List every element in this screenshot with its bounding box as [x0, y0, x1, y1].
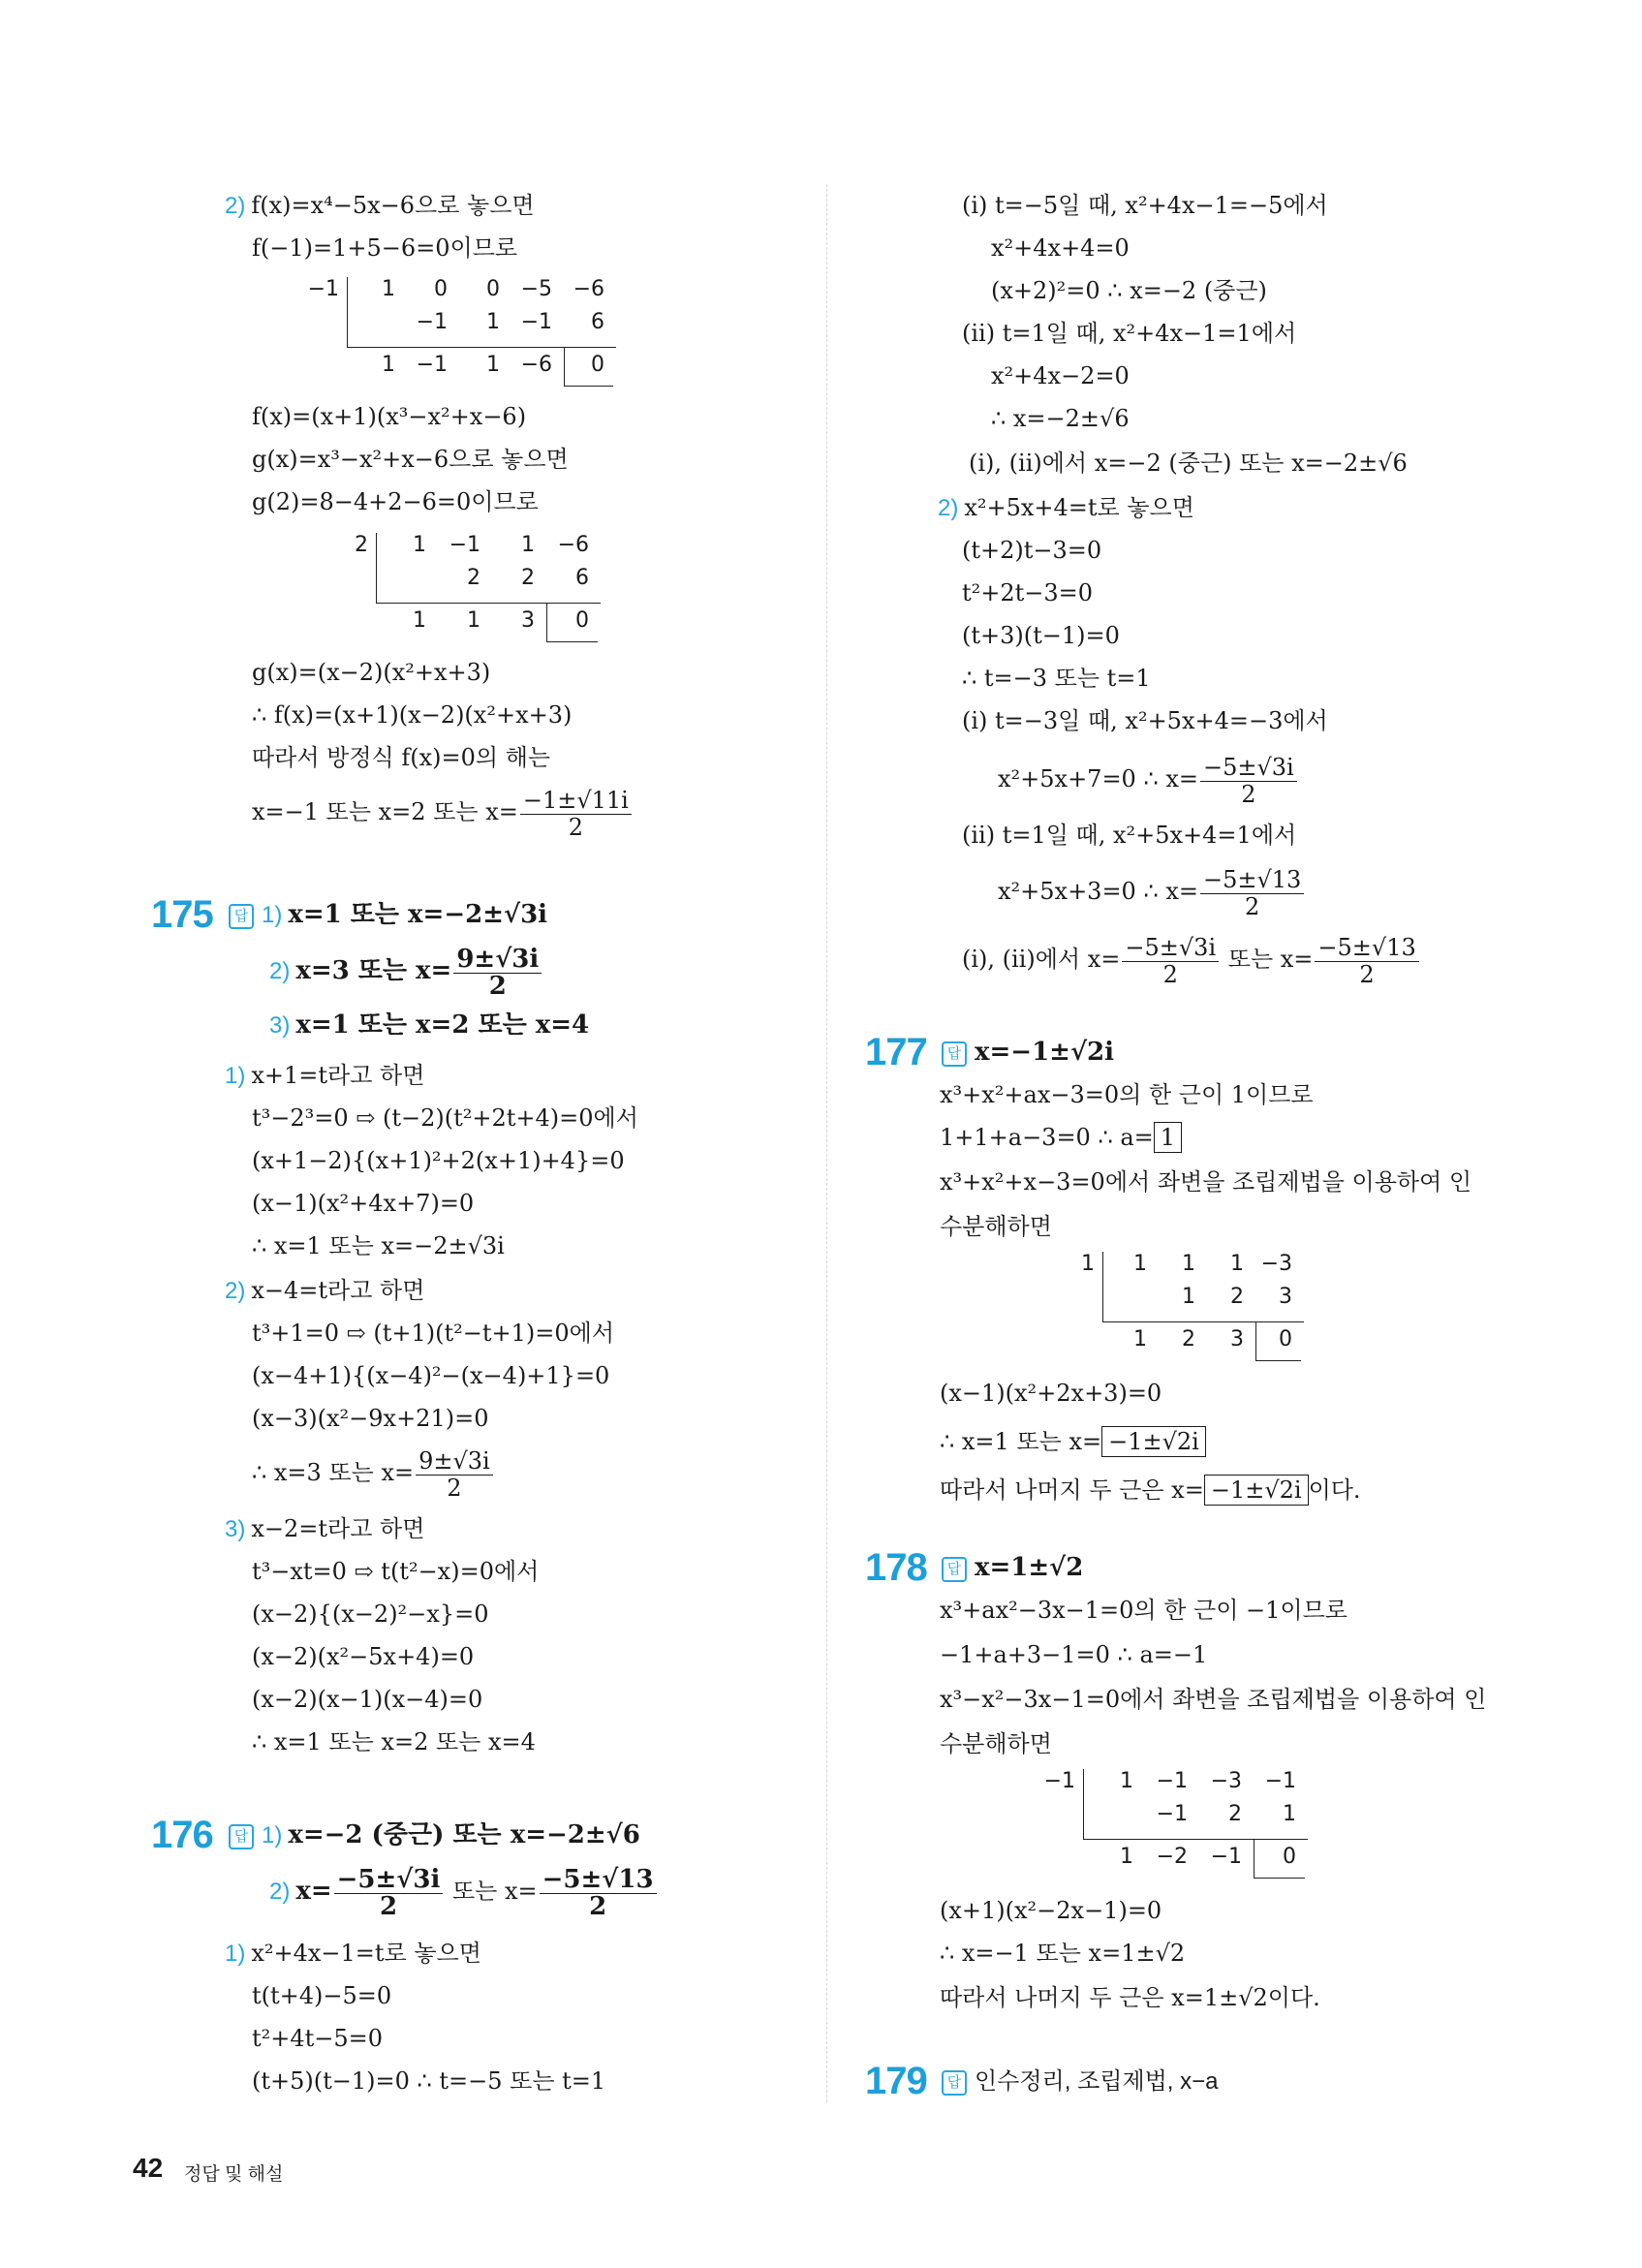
line: g(x)=x³−x²+x−6으로 놓으면	[252, 446, 569, 473]
text: 이다.	[1308, 1476, 1361, 1504]
divider-line	[347, 277, 348, 347]
numerator: −5±√13	[1200, 866, 1304, 894]
line: x²+4x−2=0	[991, 362, 1130, 389]
line: ∴ t=−3 또는 t=1	[962, 665, 1151, 692]
problem-number: 178	[865, 1546, 927, 1589]
cell: 1	[1120, 1845, 1133, 1869]
cell: −1	[1156, 1769, 1188, 1793]
cell: 1	[1133, 1327, 1147, 1351]
line: x³+x²+x−3=0에서 좌변을 조립제법을 이용하여 인	[940, 1168, 1472, 1196]
fraction	[1200, 866, 1304, 919]
cell: 3	[521, 608, 535, 633]
divider-line	[1083, 1769, 1084, 1839]
cell: 3	[1279, 1285, 1292, 1309]
answer-text: x=−1±√2i	[975, 1038, 1115, 1067]
denominator: 2	[447, 1475, 462, 1502]
answer-text: x=−2 (중근) 또는 x=−2±√6	[288, 1820, 640, 1849]
line: 따라서 나머지 두 근은 x=1±√2이다.	[940, 1984, 1320, 2011]
line: ∴ x=1 또는 x=2 또는 x=4	[252, 1728, 536, 1755]
denominator: 2	[589, 1892, 607, 1921]
cell: 0	[575, 608, 589, 633]
line: (t+5)(t−1)=0 ∴ t=−5 또는 t=1	[252, 2067, 606, 2095]
subpart-label: 3)	[225, 1516, 246, 1542]
remainder-box	[1255, 1321, 1301, 1361]
answer-text: x=	[295, 1877, 332, 1906]
line	[938, 492, 1194, 524]
line	[962, 934, 1421, 987]
line: x³+ax²−3x−1=0의 한 근이 −1이므로	[940, 1597, 1348, 1624]
subpart-label: 2)	[938, 495, 959, 521]
answer-text: x=1±√2	[975, 1553, 1084, 1582]
text: x+1=t라고 하면	[251, 1062, 425, 1089]
text: x²+5x+4=t로 놓으면	[964, 494, 1194, 521]
divisor: −1	[307, 277, 339, 301]
cell: 3	[1230, 1327, 1244, 1351]
line: ∴ f(x)=(x+1)(x−2)(x²+x+3)	[252, 701, 573, 729]
text: 따라서 나머지 두 근은 x=	[940, 1476, 1204, 1504]
fraction	[1315, 934, 1418, 987]
subpart-label: 2)	[269, 1879, 291, 1905]
denominator: 2	[568, 814, 583, 841]
line	[252, 787, 634, 840]
line: (x−4+1){(x−4)²−(x−4)+1}=0	[252, 1362, 610, 1389]
cell: 2	[1230, 1285, 1244, 1309]
divider-line	[376, 533, 377, 603]
line: t²+2t−3=0	[962, 579, 1094, 606]
cell: 2	[1228, 1802, 1242, 1826]
subpart-label: 2)	[225, 193, 246, 219]
line: 수분해하면	[940, 1213, 1052, 1240]
blank-box: −1±√2i	[1101, 1426, 1206, 1457]
blank-box: −1±√2i	[1204, 1475, 1309, 1506]
cell: 1	[1230, 1252, 1244, 1276]
problem-number: 179	[865, 2060, 927, 2102]
numerator: −1±√11i	[520, 787, 632, 815]
line	[225, 1275, 424, 1307]
cell: −1	[1156, 1802, 1188, 1826]
line: (x+1)(x²−2x−1)=0	[940, 1897, 1162, 1924]
line	[225, 1060, 424, 1092]
cell: 2	[1182, 1327, 1195, 1351]
answer-badge: 답	[942, 2070, 967, 2096]
denominator: 2	[1241, 781, 1256, 808]
line	[252, 1447, 495, 1501]
numerator: −5±√13	[1315, 934, 1418, 962]
cell: 0	[1283, 1845, 1296, 1869]
cell: 1	[413, 533, 426, 557]
text: ∴ x=1 또는 x=	[940, 1428, 1102, 1455]
line: (ⅰ) t=−3일 때, x²+5x+4=−3에서	[962, 707, 1328, 734]
answer-line	[940, 2066, 1219, 2097]
line	[998, 866, 1306, 919]
answer-line	[940, 1037, 1114, 1068]
cell: 1	[521, 533, 535, 557]
text: x²+5x+7=0 ∴ x=	[998, 765, 1198, 792]
line: x³−x²−3x−1=0에서 좌변을 조립제법을 이용하여 인	[940, 1686, 1487, 1713]
text: 또는 x=	[1221, 946, 1314, 973]
line: (x−3)(x²−9x+21)=0	[252, 1405, 489, 1432]
cell: 1	[382, 277, 395, 301]
cell: 0	[486, 277, 500, 301]
cell: 1	[486, 310, 500, 334]
line: (x−2){(x−2)²−x}=0	[252, 1600, 489, 1628]
line: 수분해하면	[940, 1730, 1052, 1757]
line: f(−1)=1+5−6=0이므로	[252, 234, 518, 262]
divisor: −1	[1043, 1769, 1075, 1793]
line	[225, 1938, 481, 1970]
numerator: 9±√3i	[416, 1447, 493, 1476]
divisor: 2	[355, 533, 368, 557]
line: (ⅱ) t=1일 때, x²+5x+4=1에서	[962, 822, 1297, 849]
synthetic-division-table	[329, 531, 601, 645]
cell: 1	[486, 353, 500, 377]
cell: −3	[1210, 1769, 1242, 1793]
numerator: −5±√3i	[1122, 934, 1219, 962]
cell: −1	[449, 533, 480, 557]
line: (ⅱ) t=1일 때, x²+4x−1=1에서	[962, 320, 1297, 347]
synthetic-division-table	[1037, 1767, 1327, 1881]
answer-badge: 답	[942, 1041, 967, 1067]
fraction	[416, 1447, 493, 1501]
line: (ⅰ), (ⅱ)에서 x=−2 (중근) 또는 x=−2±√6	[969, 450, 1408, 477]
cell: 6	[591, 310, 604, 334]
answer-badge: 답	[942, 1557, 967, 1582]
subpart-label: 3)	[269, 1012, 291, 1039]
line: (t+2)t−3=0	[962, 537, 1102, 564]
cell: −1	[1264, 1769, 1296, 1793]
text: x²+4x−1=t로 놓으면	[251, 1940, 481, 1967]
subpart-label: 2)	[225, 1278, 246, 1304]
cell: 2	[467, 566, 480, 590]
line: (x+2)²=0 ∴ x=−2 (중근)	[991, 277, 1267, 304]
divider-line	[1102, 1252, 1103, 1321]
line	[225, 1513, 424, 1545]
cell: −1	[416, 310, 448, 334]
answer-badge: 답	[229, 904, 254, 929]
subpart-label: 1)	[225, 1941, 246, 1967]
cell: −1	[520, 310, 552, 334]
line: t³−xt=0 ⇨ t(t²−x)=0에서	[252, 1558, 540, 1585]
footer-label: 정답 및 해설	[184, 2164, 284, 2185]
line: f(x)=(x+1)(x³−x²+x−6)	[252, 403, 527, 430]
text: ∴ x=3 또는 x=	[252, 1459, 415, 1486]
numerator: −5±√13	[540, 1866, 657, 1894]
line: −1+a+3−1=0 ∴ a=−1	[940, 1641, 1208, 1668]
cell: −6	[573, 277, 604, 301]
cell: 1	[1182, 1252, 1195, 1276]
answer-text: 인수정리, 조립제법, x−a	[975, 2068, 1219, 2095]
line: 따라서 방정식 f(x)=0의 해는	[252, 744, 551, 771]
fraction	[520, 787, 632, 840]
denominator: 2	[1162, 961, 1178, 988]
line: (ⅰ) t=−5일 때, x²+4x−1=−5에서	[962, 192, 1328, 219]
cell: 1	[1120, 1769, 1133, 1793]
answer-line	[940, 1552, 1083, 1583]
line: ∴ x=1 또는 x=−2±√3i	[252, 1232, 505, 1259]
cell: 6	[575, 566, 589, 590]
line: t³−2³=0 ⇨ (t−2)(t²+2t+4)=0에서	[252, 1104, 638, 1132]
line: t²+4t−5=0	[252, 2025, 384, 2052]
answer-line	[269, 1866, 659, 1919]
subpart-label: 1)	[262, 1822, 283, 1849]
answer-line	[227, 1819, 640, 1851]
fraction	[540, 1866, 657, 1919]
cell: 1	[1283, 1802, 1296, 1826]
cell: 1	[467, 608, 480, 633]
synthetic-division-table	[1056, 1250, 1308, 1364]
problem-number: 177	[865, 1031, 927, 1073]
remainder-box	[546, 603, 598, 642]
denominator: 2	[1359, 961, 1375, 988]
page-number: 42	[133, 2153, 164, 2183]
cell: −6	[557, 533, 589, 557]
answer-line	[227, 899, 547, 931]
line: (x+1−2){(x+1)²+2(x+1)+4}=0	[252, 1147, 625, 1174]
line	[998, 754, 1299, 807]
line	[940, 1122, 1182, 1153]
line: g(2)=8−4+2−6=0이므로	[252, 488, 539, 515]
cell: 1	[1133, 1252, 1147, 1276]
text: x²+5x+3=0 ∴ x=	[998, 878, 1198, 905]
divisor: 1	[1081, 1252, 1095, 1276]
text: x−2=t라고 하면	[251, 1515, 425, 1542]
line: ∴ x=−2±√6	[991, 405, 1130, 432]
fraction	[334, 1866, 444, 1919]
line: ∴ x=−1 또는 x=1±√2	[940, 1940, 1186, 1967]
line: (x−2)(x²−5x+4)=0	[252, 1643, 475, 1670]
denominator: 2	[379, 1892, 398, 1921]
numerator: −5±√3i	[1200, 754, 1297, 782]
line: g(x)=(x−2)(x²+x+3)	[252, 659, 491, 686]
fraction	[453, 946, 542, 999]
text: (ⅰ), (ⅱ)에서 x=	[962, 946, 1121, 973]
remainder-box	[564, 347, 613, 387]
numerator: −5±√3i	[334, 1866, 444, 1894]
problem-number: 175	[151, 893, 213, 936]
answer-text: 또는 x=	[445, 1878, 538, 1905]
cell: −1	[1210, 1845, 1242, 1869]
cell: 0	[1279, 1327, 1292, 1351]
text: 1+1+a−3=0 ∴ a=	[940, 1124, 1154, 1151]
cell: −6	[520, 353, 552, 377]
answer-line	[269, 946, 543, 999]
cell: −2	[1156, 1845, 1188, 1869]
subpart-label: 1)	[262, 902, 283, 928]
subpart-label: 2)	[269, 958, 291, 984]
answer-badge: 답	[229, 1824, 254, 1849]
cell: 2	[521, 566, 535, 590]
problem-number: 176	[151, 1814, 213, 1856]
denominator: 2	[488, 972, 507, 1001]
denominator: 2	[1245, 893, 1260, 920]
line: (x−1)(x²+4x+7)=0	[252, 1190, 475, 1217]
text: f(x)=x⁴−5x−6으로 놓으면	[251, 192, 535, 219]
cell: 1	[1182, 1285, 1195, 1309]
numerator: 9±√3i	[453, 946, 542, 974]
cell: 0	[434, 277, 448, 301]
line: (t+3)(t−1)=0	[962, 622, 1120, 649]
blank-box: 1	[1154, 1122, 1182, 1153]
remainder-box	[1254, 1839, 1305, 1879]
answer-text: x=1 또는 x=2 또는 x=4	[295, 1010, 590, 1040]
fraction	[1200, 754, 1297, 807]
line: t(t+4)−5=0	[252, 1982, 392, 2009]
line: x³+x²+ax−3=0의 한 근이 1이므로	[940, 1081, 1314, 1108]
line: (x−2)(x−1)(x−4)=0	[252, 1686, 483, 1713]
cell: −3	[1260, 1252, 1292, 1276]
text: x−4=t라고 하면	[251, 1277, 425, 1304]
line: (x−1)(x²+2x+3)=0	[940, 1380, 1162, 1407]
cell: −1	[416, 353, 448, 377]
line: x²+4x+4=0	[991, 234, 1130, 262]
answer-line	[269, 1010, 589, 1041]
cell: 1	[413, 608, 426, 633]
answer-text: x=1 또는 x=−2±√3i	[288, 900, 548, 929]
subpart-label: 1)	[225, 1063, 246, 1089]
cell: −5	[520, 277, 552, 301]
line: t³+1=0 ⇨ (t+1)(t²−t+1)=0에서	[252, 1320, 615, 1347]
cell: 1	[382, 353, 395, 377]
line	[940, 1426, 1206, 1457]
answer-text: x=3 또는 x=	[295, 956, 452, 985]
synthetic-division-table	[300, 275, 630, 391]
column-divider	[826, 184, 827, 2102]
cell: 0	[591, 353, 604, 377]
fraction	[1122, 934, 1219, 987]
text: x=−1 또는 x=2 또는 x=	[252, 798, 518, 825]
line	[225, 190, 535, 222]
line	[940, 1475, 1361, 1506]
